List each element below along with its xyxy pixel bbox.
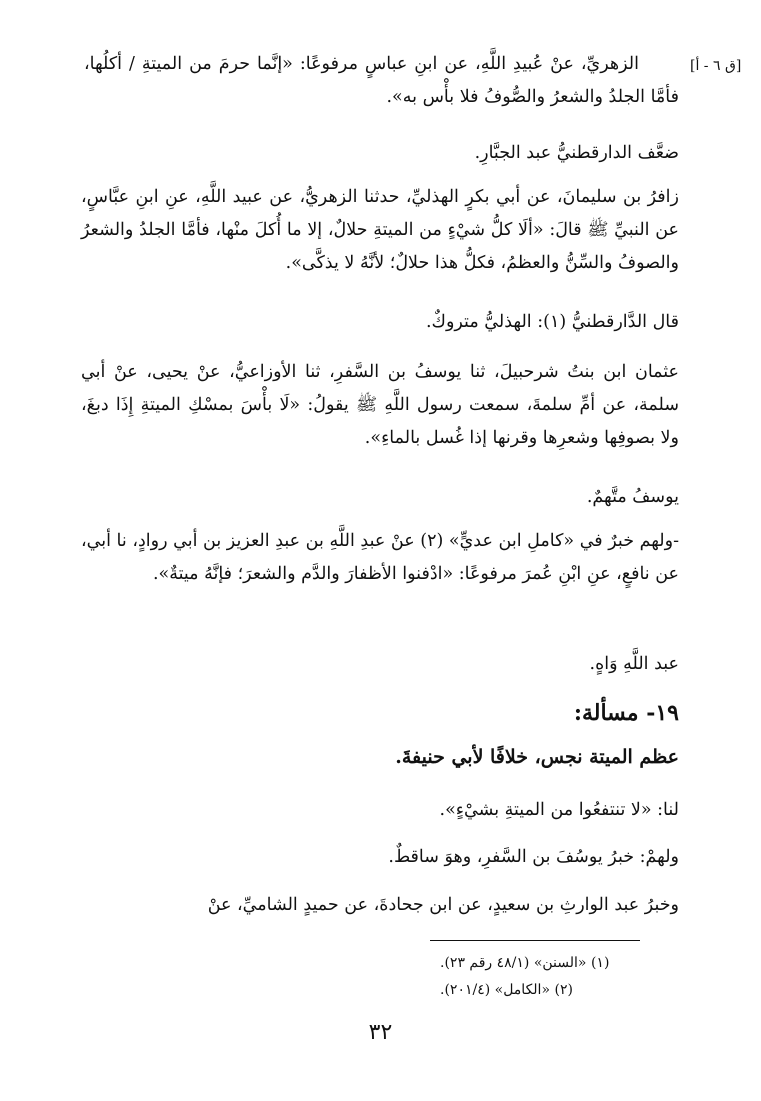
manuscript-folio-marker: [ق ٦ - أ] [690, 58, 742, 74]
footnote-divider [430, 940, 640, 941]
paragraph-abdullah-wah: عبد اللَّهِ وَاهٍ. [589, 654, 679, 674]
issue-statement: عظم الميتة نجس، خلافًا لأبي حنيفةَ. [395, 746, 679, 768]
paragraph-hadith-1: الزهريِّ، عنْ عُبيدِ اللَّهِ، عن ابنِ عباسٍ مرفوعًا: «إنَّما حرمَ من الميتةِ / أكلُها، فأمَّا الجلدُ والشعرُ والصُّوفُ فلا بأْس به». [84, 54, 679, 107]
paragraph-daraqutni-weakens: ضعَّف الدارقطنيُّ عبد الجبَّارِ. [474, 143, 679, 163]
paragraph-abd-al-warith: وخبرُ عبد الوارثِ بن سعيدٍ، عن ابن جحادةَ، عن حميدٍ الشاميِّ، عنْ [207, 895, 679, 915]
paragraph-hadith-2: زافرُ بن سليمانَ، عن أبي بكرٍ الهذليِّ، حدثنا الزهريُّ، عن عبيد اللَّهِ، عنِ ابنِ عبَّاسٍ، عن النبيِّ ﷺ قالَ: «ألَا كلُّ شيْءٍ من الميتةِ حلالٌ، إلا ما أُكلَ منْها، فأمَّا الجلدُ والشعرُ والصوفُ والسِّنُّ والعظمُ، فكلُّ هذا حلالٌ؛ لأنَّهُ لا يذكَّى». [81, 187, 679, 273]
paragraph-yusuf-accused: يوسفُ متَّهمٌ. [586, 487, 679, 507]
footnote-1: (١) «السنن» (٤٨/١ رقم ٢٣). [440, 955, 610, 971]
paragraph-hadith-3: عثمان ابن بنتُ شرحبيلَ، ثنا يوسفُ بن السَّفرِ، ثنا الأوزاعيُّ، عنْ يحيى، عنْ أبي سلمة، عن أمِّ سلمةَ، سمعت رسول اللَّهِ ﷺ يقولُ: «لَا بأْسَ بمسْكِ الميتةِ إِذَا دبغَ، ولا بصوفِها وشعرِها وقرنها إذا غُسل بالماءِ». [81, 362, 679, 448]
page-number: ٣٢ [368, 1020, 393, 1045]
paragraph-hudhali-matruk: قال الدَّارقطنيُّ (١): الهذليُّ متروكٌ. [425, 312, 679, 332]
paragraph-hadith-4: -ولهم خبرٌ في «كاملِ ابن عديٍّ» (٢) عنْ عبدِ اللَّهِ بن عبدِ العزيز بن أبي روادٍ، نا أبي، عن نافعٍ، عنِ ابْنِ عُمرَ مرفوعًا: «ادْفنوا الأظفارَ والدَّم والشعرَ؛ فإنَّهُ ميتةٌ». [81, 531, 679, 584]
paragraph-our-evidence: لنا: «لا تنتفعُوا من الميتةِ بشيْءٍ». [439, 800, 679, 820]
paragraph-their-evidence: ولهمْ: خبرُ يوسُفَ بن السَّفرِ، وهوَ ساقطٌ. [388, 847, 679, 867]
footnote-2: (٢) «الكامل» (٢٠١/٤). [440, 982, 573, 998]
issue-heading: ١٩- مسألة: [573, 700, 679, 726]
